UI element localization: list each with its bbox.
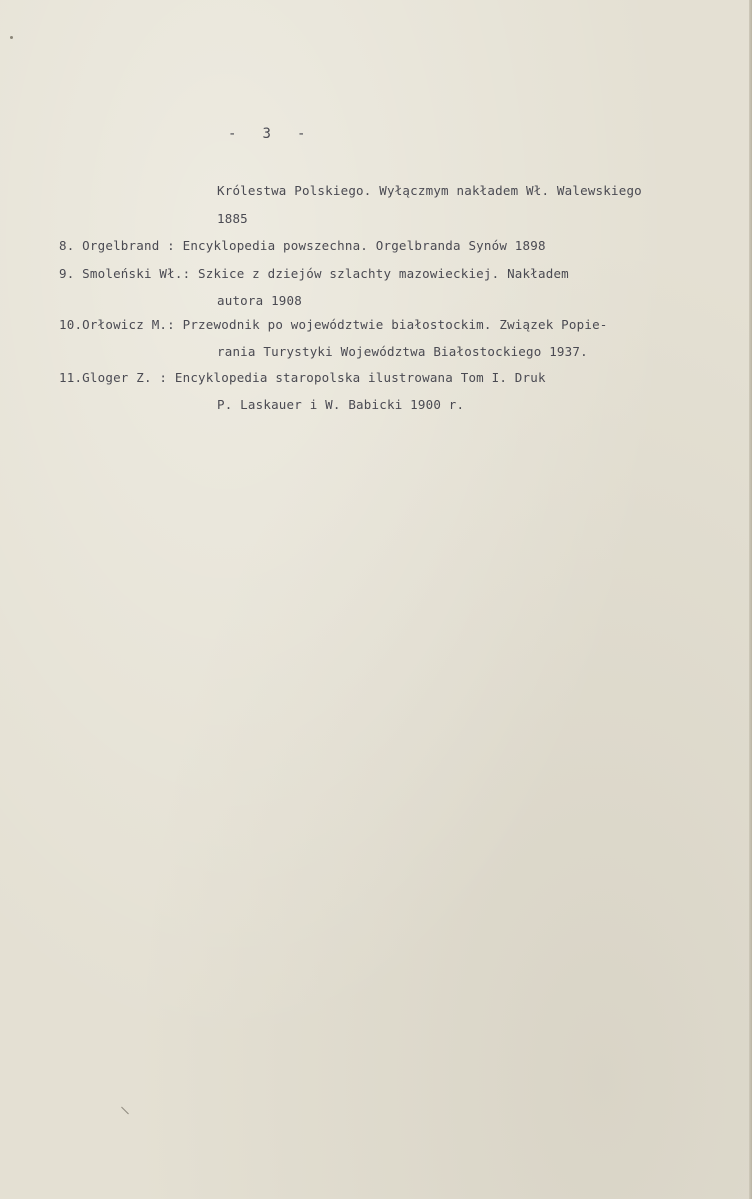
page-number: - 3 - bbox=[228, 126, 306, 142]
paper-speck bbox=[10, 36, 13, 39]
bibliography-line-8: 11.Gloger Z. : Encyklopedia staropolska ilustrowana Tom I. Druk bbox=[59, 370, 546, 385]
bibliography-line-7: rania Turystyki Województwa Białostockiego 1937. bbox=[217, 344, 588, 359]
bibliography-line-4: 9. Smoleński Wł.: Szkice z dziejów szlachty mazowieckiej. Nakładem bbox=[59, 266, 569, 281]
bibliography-line-9: P. Laskauer i W. Babicki 1900 r. bbox=[217, 397, 465, 412]
paper-scratch bbox=[121, 1107, 129, 1115]
bibliography-line-2: 1885 bbox=[217, 211, 248, 226]
bibliography-line-3: 8. Orgelbrand : Encyklopedia powszechna. Orgelbranda Synów 1898 bbox=[59, 238, 546, 253]
bibliography-line-1: Królestwa Polskiego. Wyłączmym nakładem Wł. Walewskiego bbox=[217, 183, 642, 198]
bibliography-line-6: 10.Orłowicz M.: Przewodnik po województwie białostockim. Związek Popie- bbox=[59, 317, 608, 332]
bibliography-line-5: autora 1908 bbox=[217, 293, 302, 308]
